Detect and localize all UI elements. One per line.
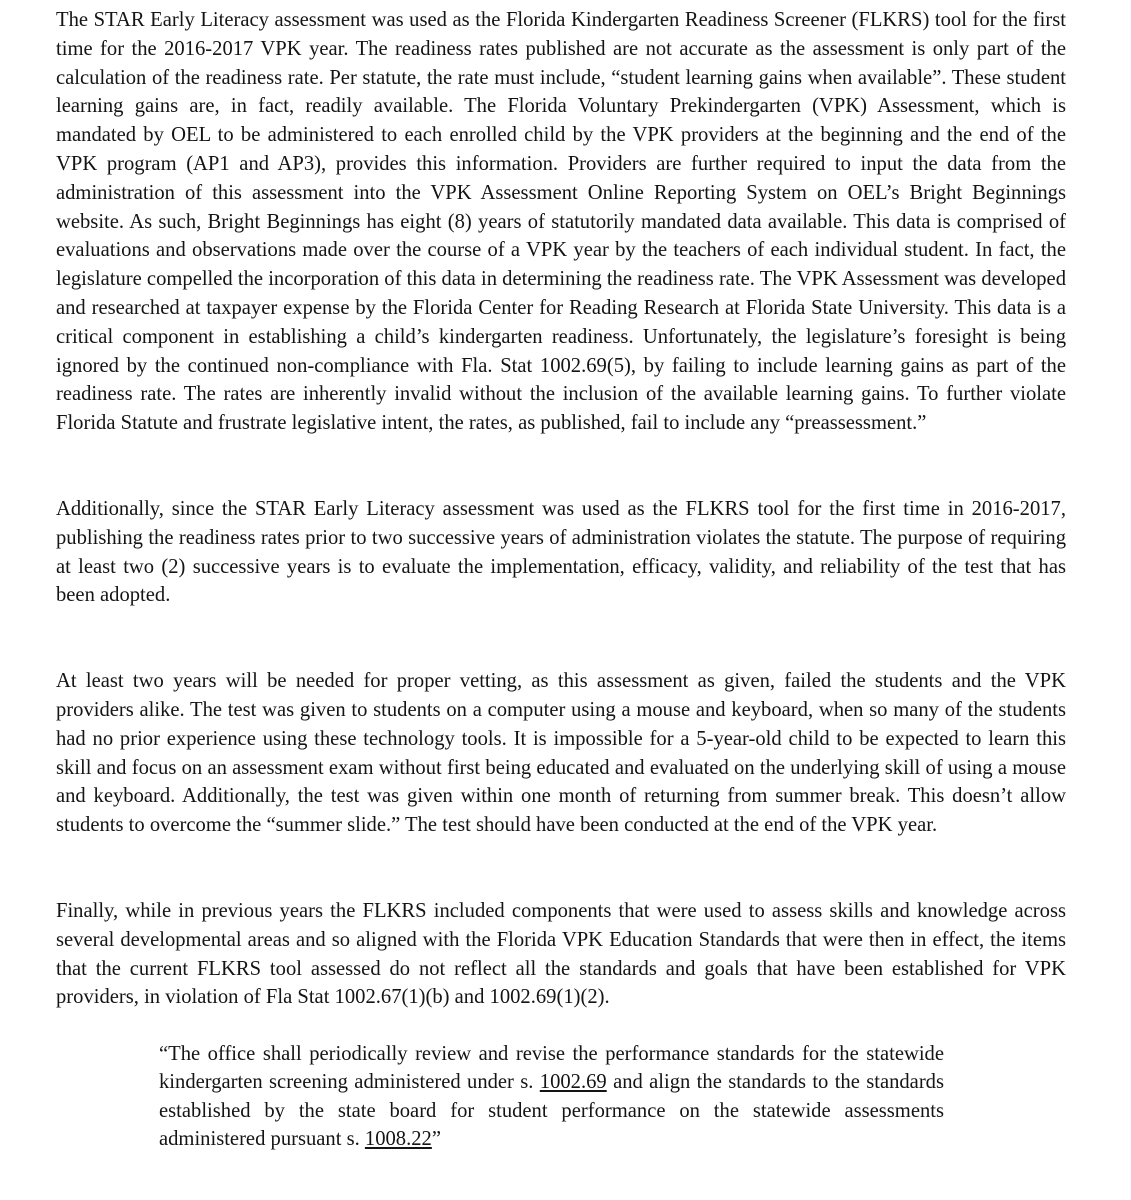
quote-text-part2: and align the standards to the standards established by the state board for student performance on the statewide assessments administered pursuant s. — [159, 1071, 944, 1150]
quote-text-part3: ” — [431, 1127, 441, 1150]
paragraph-successive-years: Additionally, since the STAR Early Literacy assessment was used as the FLKRS tool for the first time in 2016-2017, publishing the readiness rates prior to two successive years of administration violates the statute. The purpose of requiring at least two (2) successive years is to evaluate the implementation, efficacy, validity, and reliability of the test that has been adopted. — [56, 497, 1066, 607]
paragraph-standards-alignment: Finally, while in previous years the FLKRS included components that were used to assess skills and knowledge across several developmental areas and so aligned with the Florida VPK Education Standards that were then in effect, the items that the current FLKRS tool assessed do not reflect all the standards and goals that have been established for VPK providers, in violation of Fla Stat 1002.67(1)(b) and 1002.69(1)(2). — [56, 899, 1066, 1009]
statute-quote — [159, 1040, 944, 1153]
quote-text-part1: “The office shall periodically review and revise the performance standards for the statewide kindergarten screening administered under s. — [159, 1043, 944, 1094]
paragraph-proper-vetting: At least two years will be needed for proper vetting, as this assessment as given, failed the students and the VPK providers alike. The test was given to students on a computer using a mouse and keyboard, when so many of the students had no prior experience using these technology tools. It is impossible for a 5-year-old child to be expected to learn this skill and focus on an assessment exam without first being educated and evaluated on the underlying skill of using a mouse and keyboard. Additionally, the test was given within one month of returning from summer break. This doesn’t allow students to overcome the “summer slide.” The test should have been conducted at the end of the VPK year. — [56, 670, 1066, 837]
document-page — [56, 6, 1066, 1153]
statute-link-1008-22[interactable]: 1008.22 — [364, 1127, 432, 1150]
paragraph-flkrs-readiness-rates: The STAR Early Literacy assessment was used as the Florida Kindergarten Readiness Screener (FLKRS) tool for the first time for the 2016-2017 VPK year. The readiness rates published are not accurate as the assessment is only part of the calculation of the readiness rate. Per statute, the rate must include, “student learning gains when available”. These student learning gains are, in fact, readily available. The Florida Voluntary Prekindergarten (VPK) Assessment, which is mandated by OEL to be administered to each enrolled child by the VPK providers at the beginning and the end of the VPK program (AP1 and AP3), provides this information. Providers are further required to input the data from the administration of this assessment into the VPK Assessment Online Reporting System on OEL’s Bright Beginnings website. As such, Bright Beginnings has eight (8) years of statutorily mandated data available. This data is comprised of evaluations and observations made over the course of a VPK year by the teachers of each individual student. In fact, the legislature compelled the incorporation of this data in determining the readiness rate. The VPK Assessment was developed and researched at taxpayer expense by the Florida Center for Reading Research at Florida State University. This data is a critical component in establishing a child’s kindergarten readiness. Unfortunately, the legislature’s foresight is being ignored by the continued non-compliance with Fla. Stat 1002.69(5), by failing to include learning gains as part of the readiness rate. The rates are inherently invalid without the inclusion of the available learning gains. To further violate Florida Statute and frustrate legislative intent, the rates, as published, fail to include any “preassessment.” — [56, 9, 1066, 435]
statute-link-1002-69[interactable]: 1002.69 — [539, 1071, 607, 1094]
